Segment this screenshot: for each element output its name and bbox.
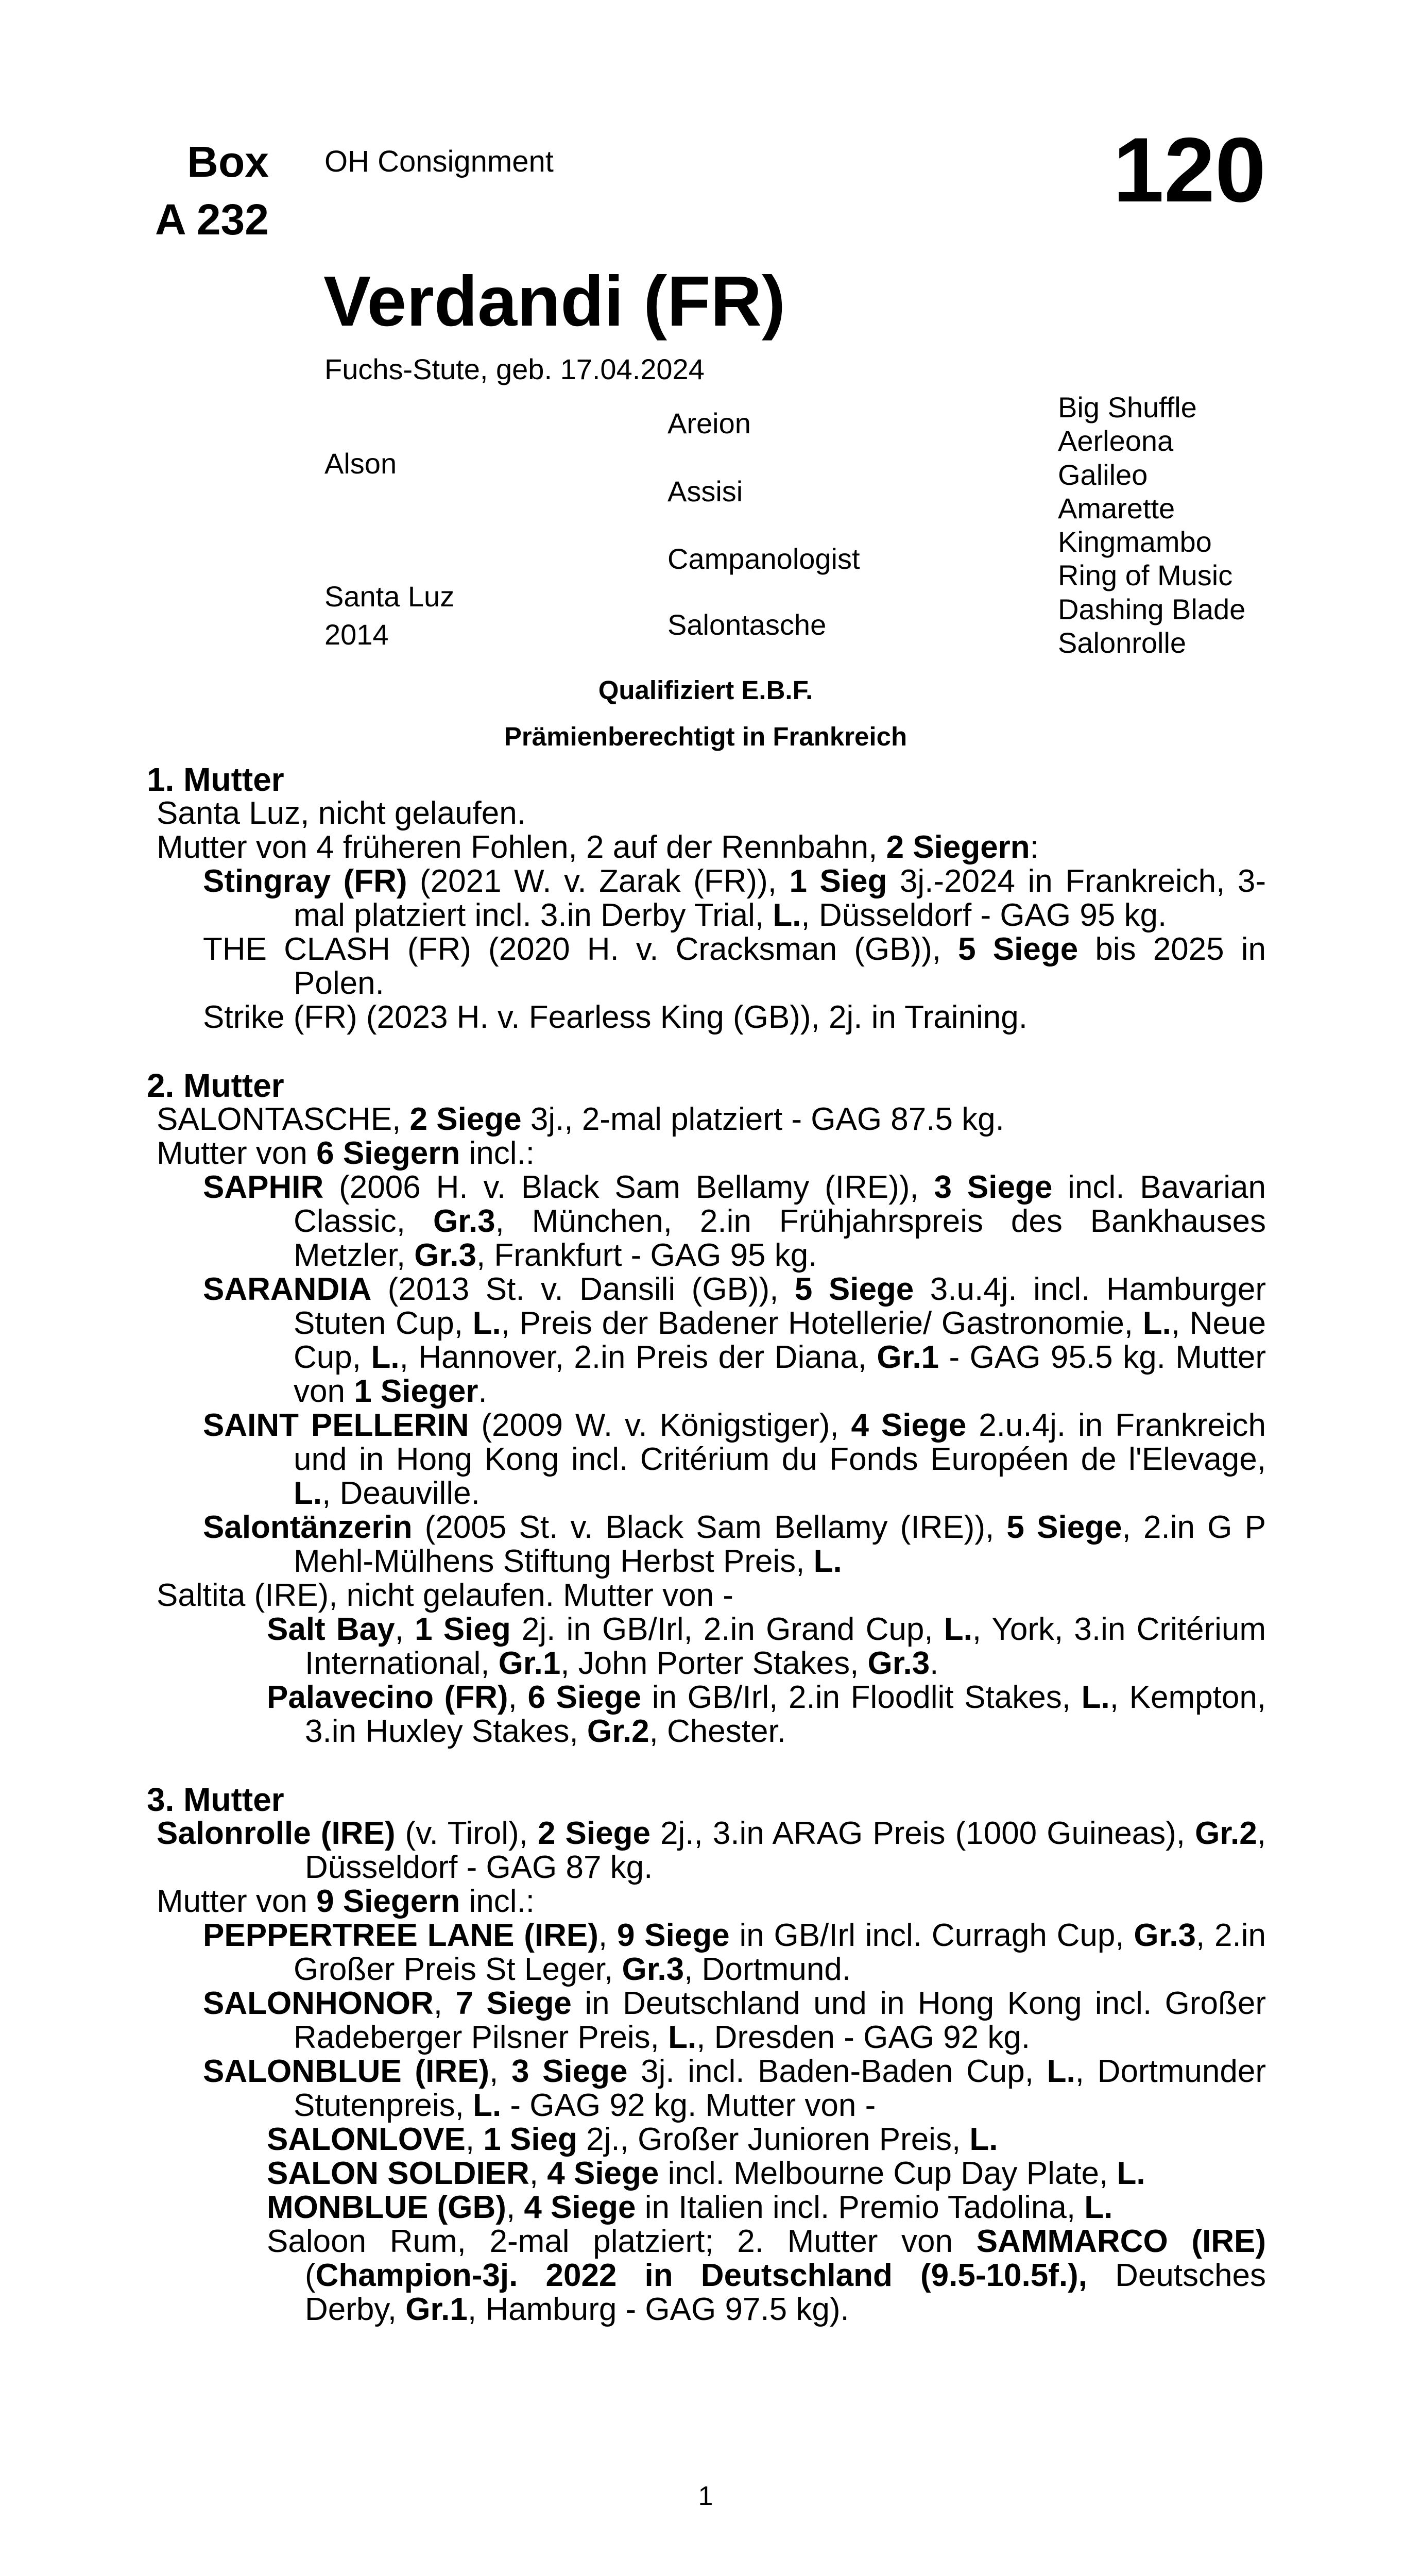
bold-text: Gr.3 xyxy=(622,1952,684,1987)
bold-text: 5 Siege xyxy=(794,1272,914,1307)
text: , Düsseldorf - GAG 95 kg. xyxy=(801,897,1167,933)
text: 3.u.4j. incl. Hamburger Stuten Cup, xyxy=(294,1272,1266,1341)
bold-text: L. xyxy=(371,1340,400,1375)
bold-text: L. xyxy=(1142,1306,1171,1341)
bold-text: 9 Siege xyxy=(617,1918,730,1953)
page-number: 1 xyxy=(698,2481,713,2511)
bold-text: 1 Sieg xyxy=(789,863,887,899)
text: incl.: xyxy=(460,1884,535,1919)
pedigree-entry xyxy=(0,2123,1266,2157)
section-mutter-2 xyxy=(0,1069,1266,1749)
text: , xyxy=(465,2122,484,2157)
pedigree-entry xyxy=(0,796,1266,831)
bold-text: L. xyxy=(473,2088,502,2123)
pedigree-great-grandparents xyxy=(1058,391,1245,659)
pedigree-entry xyxy=(0,1579,1266,1613)
text: 2j., Großer Junioren Preis, xyxy=(577,2122,970,2157)
bold-text: Gr.1 xyxy=(405,2292,468,2327)
bold-text: Salontänzerin xyxy=(203,1510,413,1545)
text: , Deauville. xyxy=(322,1476,480,1511)
text: , xyxy=(489,2054,511,2089)
pedigree-great-grandparent: Salonrolle xyxy=(1058,626,1187,659)
pedigree-notes xyxy=(0,762,1266,2327)
text: (2021 W. v. Zarak (FR)), xyxy=(407,863,790,899)
text: SALONTASCHE, xyxy=(157,1101,410,1137)
bold-text: Gr.2 xyxy=(1195,1816,1257,1851)
pedigree-dam-year: 2014 xyxy=(324,618,389,651)
pedigree-entry xyxy=(0,1817,1266,1885)
text: - GAG 95.5 kg. Mutter von xyxy=(294,1340,1266,1409)
text: , Dortmunder Stutenpreis, xyxy=(294,2054,1266,2123)
pedigree-entry xyxy=(0,1613,1266,1681)
box-label: Box xyxy=(187,138,269,186)
text: THE CLASH (FR) (2020 H. v. Cracksman (GB)), xyxy=(203,931,958,967)
pedigree-great-grandparent: Aerleona xyxy=(1058,425,1174,457)
bold-text: Salonrolle (IRE) xyxy=(157,1816,396,1851)
text: Strike (FR) (2023 H. v. Fearless King (GB)), 2j. in Training. xyxy=(203,999,1028,1035)
pedigree-entry xyxy=(0,1001,1266,1035)
bold-text: 4 Siege xyxy=(524,2190,636,2225)
text: , Dresden - GAG 92 kg. xyxy=(696,2020,1031,2055)
text: in GB/Irl incl. Curragh Cup, xyxy=(729,1918,1134,1953)
pedigree-entry xyxy=(0,933,1266,1001)
bold-text: L. xyxy=(294,1476,322,1511)
pedigree-entry xyxy=(0,1137,1266,1171)
pedigree-entry xyxy=(0,1919,1266,1987)
text: - GAG 92 kg. Mutter von - xyxy=(501,2088,876,2123)
pedigree-entry xyxy=(0,2157,1266,2191)
bold-text: Gr.2 xyxy=(587,1714,649,1749)
bold-text: Gr.3 xyxy=(867,1646,930,1681)
pedigree-grandparent: Campanologist xyxy=(667,543,860,575)
bold-text: SARANDIA xyxy=(203,1272,372,1307)
bold-text: 5 Siege xyxy=(958,931,1078,967)
bold-text: 1 Sieger xyxy=(354,1374,478,1409)
pedigree-grandparent: Assisi xyxy=(667,475,743,507)
text: , 2.in Großer Preis St Leger, xyxy=(294,1918,1266,1987)
pedigree-great-grandparent: Amarette xyxy=(1058,492,1175,524)
bold-text: 3 Siege xyxy=(934,1170,1053,1205)
bold-text: SALON SOLDIER xyxy=(267,2156,529,2191)
pedigree-entry xyxy=(0,1171,1266,1273)
text: Mutter von 4 früheren Fohlen, 2 auf der Rennbahn, xyxy=(157,829,886,865)
text: ( xyxy=(305,2258,316,2293)
bold-text: SALONLOVE xyxy=(267,2122,466,2157)
text: 2.u.4j. in Frankreich und in Hong Kong incl. Critérium du Fonds Européen de l'Elevage, xyxy=(294,1408,1266,1477)
bold-text: L. xyxy=(1081,1680,1110,1715)
pedigree-entry xyxy=(0,1987,1266,2055)
pedigree-entry xyxy=(0,1273,1266,1409)
pedigree-grandparent: Areion xyxy=(667,407,751,439)
bold-text: SALONHONOR xyxy=(203,1986,434,2021)
horse-description: Fuchs-Stute, geb. 17.04.2024 xyxy=(324,353,705,385)
text: , Frankfurt - GAG 95 kg. xyxy=(476,1238,817,1273)
text: , xyxy=(395,1612,415,1647)
bold-text: L. xyxy=(1047,2054,1075,2089)
pedigree-great-grandparent: Dashing Blade xyxy=(1058,592,1246,625)
text: 2j., 3.in ARAG Preis (1000 Guineas), xyxy=(650,1816,1195,1851)
pedigree-great-grandparent: Ring of Music xyxy=(1058,559,1233,592)
bold-text: L. xyxy=(773,897,801,933)
bold-text: 5 Siege xyxy=(1006,1510,1122,1545)
text: Mutter von xyxy=(157,1136,317,1171)
bold-text: L. xyxy=(1117,2156,1145,2191)
text: bis 2025 in Polen. xyxy=(294,931,1266,1001)
bold-text: 6 Siegern xyxy=(316,1136,460,1171)
text: (2005 St. v. Black Sam Bellamy (IRE)), xyxy=(412,1510,1007,1545)
pedigree-entry xyxy=(0,1103,1266,1137)
pedigree-great-grandparent: Galileo xyxy=(1058,458,1148,491)
bold-text: 6 Siege xyxy=(527,1680,642,1715)
text: , München, 2.in Frühjahrspreis des Bankhauses Metzler, xyxy=(294,1204,1266,1273)
text: , Düsseldorf - GAG 87 kg. xyxy=(305,1816,1266,1885)
text: , xyxy=(506,2190,524,2225)
text: 3j., 2-mal platziert - GAG 87.5 kg. xyxy=(521,1101,1004,1137)
text: Santa Luz, nicht gelaufen. xyxy=(157,795,526,831)
bold-text: 1 Sieg xyxy=(483,2122,577,2157)
text: (2006 H. v. Black Sam Bellamy (IRE)), xyxy=(323,1170,934,1205)
bold-text: Gr.1 xyxy=(498,1646,561,1681)
text: in Deutschland und in Hong Kong incl. Großer Radeberger Pilsner Preis, xyxy=(294,1986,1266,2055)
text: Saltita (IRE), nicht gelaufen. Mutter von - xyxy=(157,1578,733,1613)
bold-text: Salt Bay xyxy=(267,1612,395,1647)
bold-text: Gr.1 xyxy=(877,1340,939,1375)
text: (2013 St. v. Dansili (GB)), xyxy=(371,1272,795,1307)
text: , xyxy=(529,2156,547,2191)
text: , xyxy=(598,1918,617,1953)
bold-text: SAPHIR xyxy=(203,1170,324,1205)
text: 3j. incl. Baden-Baden Cup, xyxy=(627,2054,1047,2089)
pedigree-entry xyxy=(0,2055,1266,2123)
bold-text: 4 Siege xyxy=(851,1408,967,1443)
consignor: OH Consignment xyxy=(324,145,554,178)
section-mutter-1 xyxy=(0,762,1266,1035)
section-heading: 2. Mutter xyxy=(147,1067,284,1104)
text: , Neue Cup, xyxy=(294,1306,1266,1375)
bold-text: 4 Siege xyxy=(547,2156,659,2191)
pedigree-dam: Santa Luz xyxy=(324,580,455,613)
pedigree-grandparent: Salontasche xyxy=(667,608,827,641)
text: , Chester. xyxy=(649,1714,786,1749)
section-heading: 3. Mutter xyxy=(147,1781,284,1818)
bold-text: SAINT PELLERIN xyxy=(203,1408,469,1443)
text: (v. Tirol), xyxy=(395,1816,538,1851)
pedigree-entry xyxy=(0,1409,1266,1511)
bold-text: 1 Sieg xyxy=(415,1612,511,1647)
bold-text: L. xyxy=(668,2020,697,2055)
bold-text: SAMMARCO (IRE) xyxy=(976,2224,1266,2259)
text: . xyxy=(478,1374,487,1409)
bold-text: Champion-3j. 2022 in Deutschland (9.5-10.5f.), xyxy=(315,2258,1087,2293)
pedigree-entry xyxy=(0,2191,1266,2225)
text: 2j. in GB/Irl, 2.in Grand Cup, xyxy=(510,1612,944,1647)
text: , 2.in G P Mehl-Mülhens Stiftung Herbst Preis, xyxy=(294,1510,1266,1579)
section-mutter-3 xyxy=(0,1783,1266,2327)
text: Deutsches Derby, xyxy=(305,2258,1266,2327)
text: , Hamburg - GAG 97.5 kg). xyxy=(467,2292,849,2327)
text: in Italien incl. Premio Tadolina, xyxy=(636,2190,1085,2225)
text: , John Porter Stakes, xyxy=(560,1646,868,1681)
pedigree-sire: Alson xyxy=(324,447,397,480)
bold-text: L. xyxy=(472,1306,501,1341)
bold-text: L. xyxy=(813,1544,842,1579)
bold-text: L. xyxy=(1084,2190,1113,2225)
text: , Hannover, 2.in Preis der Diana, xyxy=(399,1340,877,1375)
bold-text: 3 Siege xyxy=(511,2054,628,2089)
text: 3j.-2024 in Frankreich, 3-mal platziert incl. 3.in Derby Trial, xyxy=(294,863,1266,933)
box-number: A 232 xyxy=(155,195,269,244)
text: Mutter von xyxy=(157,1884,317,1919)
bold-text: L. xyxy=(969,2122,998,2157)
text: incl. Melbourne Cup Day Plate, xyxy=(659,2156,1117,2191)
bold-text: Gr.3 xyxy=(414,1238,476,1273)
bold-text: MONBLUE (GB) xyxy=(267,2190,506,2225)
text: , Kempton, 3.in Huxley Stakes, xyxy=(305,1680,1266,1749)
pedigree-entry xyxy=(0,1681,1266,1749)
text: in GB/Irl, 2.in Floodlit Stakes, xyxy=(641,1680,1082,1715)
pedigree-great-grandparent: Kingmambo xyxy=(1058,526,1212,558)
text: (2009 W. v. Königstiger), xyxy=(469,1408,851,1443)
text: , Preis der Badener Hotellerie/ Gastronomie, xyxy=(501,1306,1143,1341)
text: incl. Bavarian Classic, xyxy=(294,1170,1266,1239)
bold-text: 2 Siege xyxy=(537,1816,650,1851)
bold-text: 2 Siegern xyxy=(886,829,1030,865)
bold-text: Palavecino (FR) xyxy=(267,1680,508,1715)
text: incl.: xyxy=(460,1136,535,1171)
qualification-france: Prämienberechtigt in Frankreich xyxy=(504,722,908,751)
text: , Dortmund. xyxy=(684,1952,851,1987)
pedigree-entry xyxy=(0,1885,1266,1919)
bold-text: SALONBLUE (IRE) xyxy=(203,2054,490,2089)
text: : xyxy=(1030,829,1039,865)
text: , xyxy=(508,1680,528,1715)
pedigree-entry xyxy=(0,1511,1266,1579)
bold-text: Gr.3 xyxy=(1134,1918,1196,1953)
pedigree-great-grandparent: Big Shuffle xyxy=(1058,391,1197,423)
qualification-ebf: Qualifiziert E.B.F. xyxy=(598,675,813,705)
pedigree-entry xyxy=(0,831,1266,865)
section-heading: 1. Mutter xyxy=(147,761,284,798)
text: Saloon Rum, 2-mal platziert; 2. Mutter von xyxy=(267,2224,977,2259)
bold-text: L. xyxy=(944,1612,972,1647)
bold-text: 2 Siege xyxy=(409,1101,522,1137)
bold-text: PEPPERTREE LANE (IRE) xyxy=(203,1918,598,1953)
bold-text: Stingray (FR) xyxy=(203,863,407,899)
bold-text: Gr.3 xyxy=(433,1204,495,1239)
text: . xyxy=(930,1646,939,1681)
horse-name: Verdandi (FR) xyxy=(323,262,786,341)
pedigree-entry xyxy=(0,2225,1266,2327)
bold-text: 9 Siegern xyxy=(316,1884,460,1919)
text: , York, 3.in Critérium International, xyxy=(305,1612,1266,1681)
text: , xyxy=(433,1986,456,2021)
lot-number: 120 xyxy=(1113,118,1266,221)
pedigree-entry xyxy=(0,865,1266,933)
bold-text: 7 Siege xyxy=(455,1986,572,2021)
